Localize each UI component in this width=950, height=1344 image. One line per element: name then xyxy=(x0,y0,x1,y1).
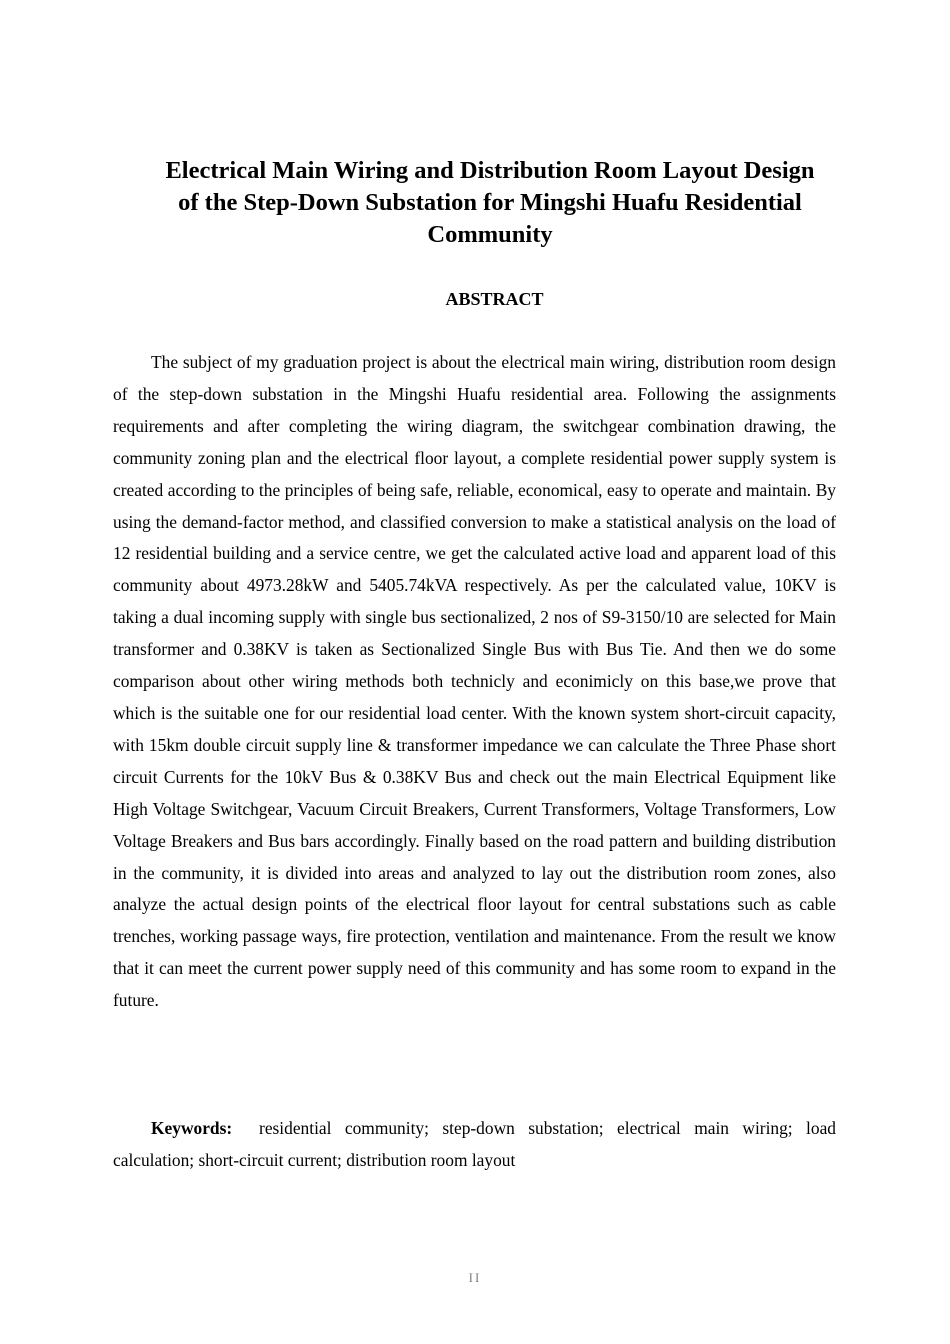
paper-title-line-3: Community xyxy=(427,221,553,248)
abstract-body: The subject of my graduation project is about the electrical main wiring, distribution room design of the step-down substation in the Mingshi Huafu residential area. Following the assignments requirements and after completing the wiring diagram, the switchgear combination drawing, the community zoning plan and the electrical floor layout, a complete residential power supply system is created according to the principles of being safe, reliable, economical, easy to operate and maintain. By using the demand-factor method, and classified conversion to make a statistical analysis on the load of 12 residential building and a service centre, we get the calculated active load and apparent load of this community about 4973.28kW and 5405.74kVA respectively. As per the calculated value, 10KV is taking a dual incoming supply with single bus sectionalized, 2 nos of S9-3150/10 are selected for Main transformer and 0.38KV is taken as Sectionalized Single Bus with Bus Tie. And then we do some comparison about other wiring methods both technicly and econimicly on this base,we prove that which is the suitable one for our residential load center. With the known system short-circuit capacity, with 15km double circuit supply line & transformer impedance we can calculate the Three Phase short circuit Currents for the 10kV Bus & 0.38KV Bus and check out the main Electrical Equipment like High Voltage Switchgear, Vacuum Circuit Breakers, Current Transformers, Voltage Transformers, Low Voltage Breakers and Bus bars accordingly. Finally based on the road pattern and building distribution in the community, it is divided into areas and analyzed to lay out the distribution room zones, also analyze the actual design points of the electrical floor layout for central substations such as cable trenches, working passage ways, fire protection, ventilation and maintenance. From the result we know that it can meet the current power supply need of this community and has some room to expand in the future. xyxy=(113,352,836,1011)
paper-title-line-2: of the Step-Down Substation for Mingshi Huafu Residential xyxy=(178,189,802,216)
keywords-paragraph xyxy=(113,1113,836,1177)
keywords-text: residential community; step-down substation; electrical main wiring; load calculation; short-circuit current; distribution room layout xyxy=(113,1118,837,1170)
paper-title xyxy=(140,155,840,251)
page-number: II xyxy=(468,1270,482,1285)
abstract-heading: ABSTRACT xyxy=(445,289,544,309)
paper-title-line-1: Electrical Main Wiring and Distribution Room Layout Design xyxy=(165,157,815,184)
keywords-label: Keywords: xyxy=(151,1118,233,1138)
